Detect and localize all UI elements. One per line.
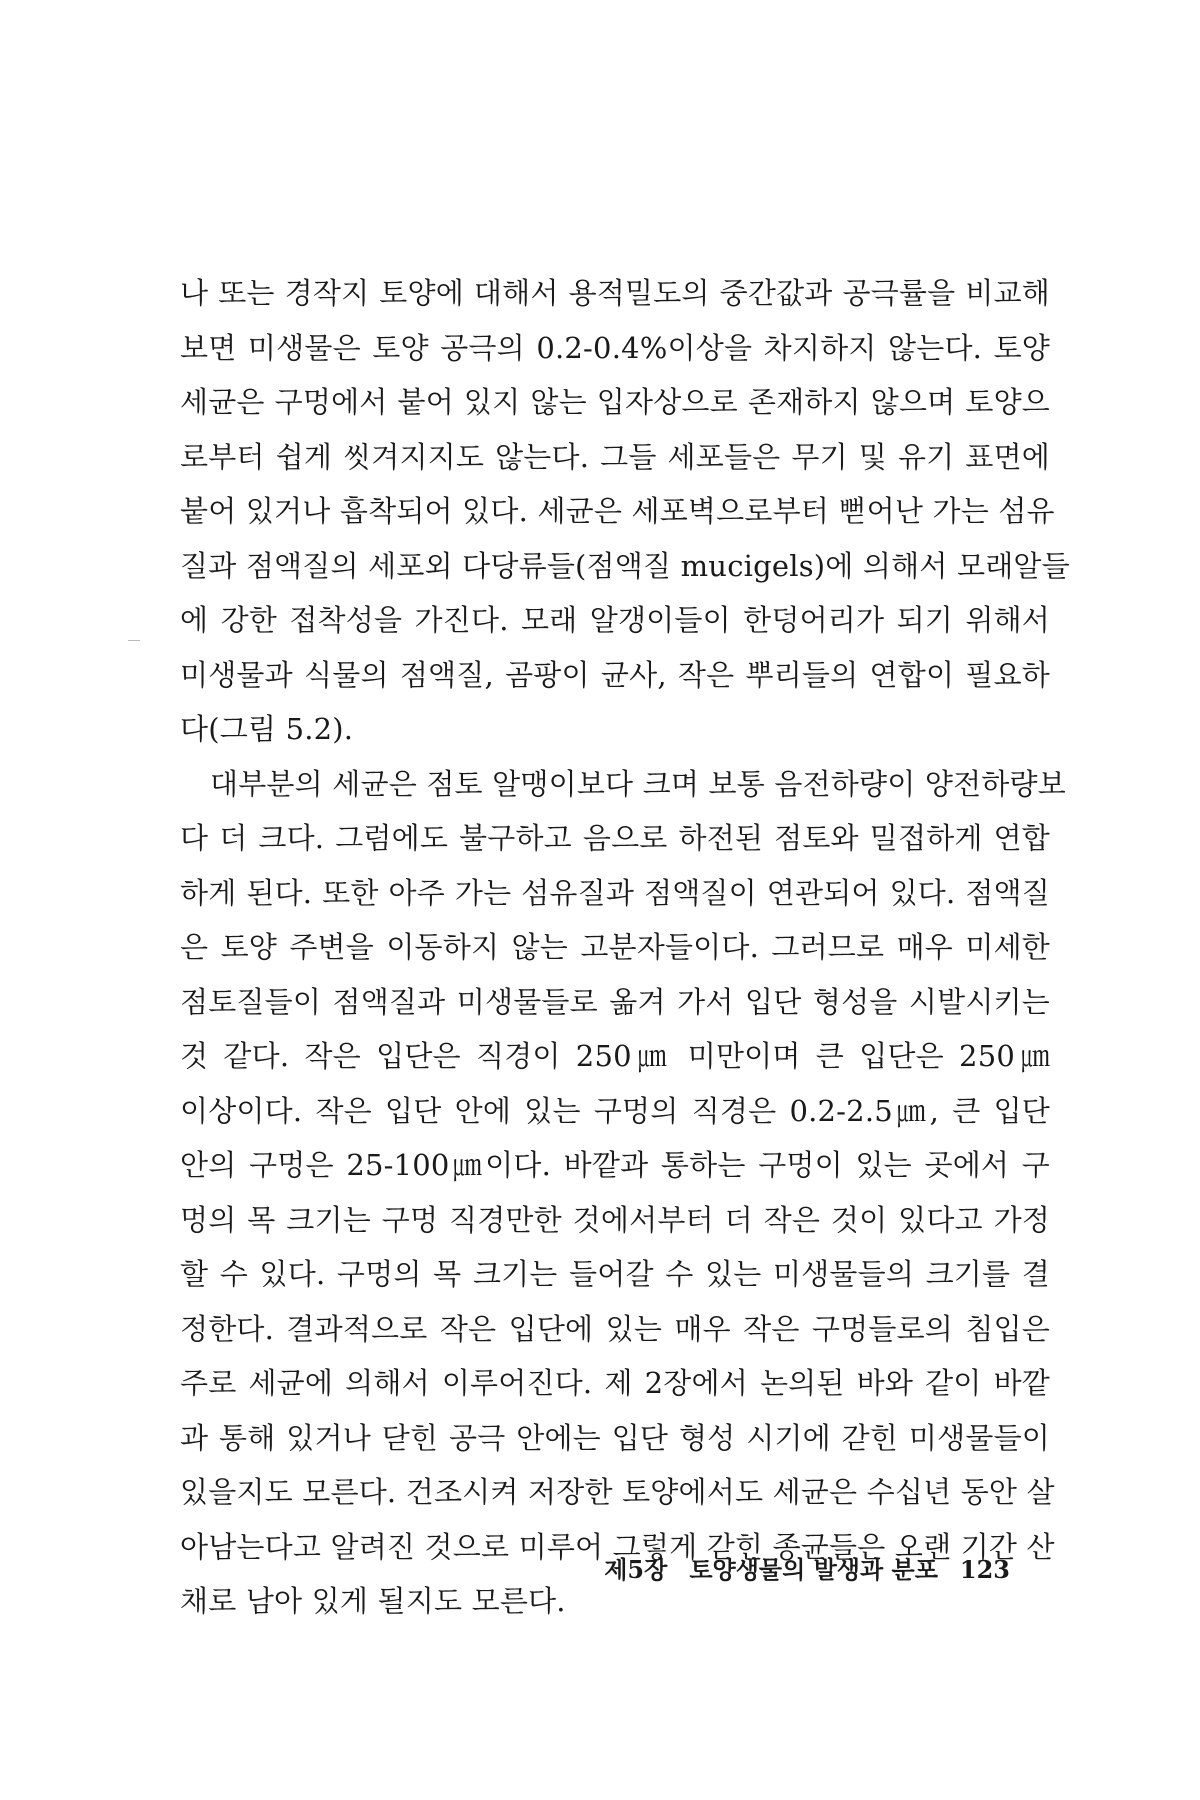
paragraph-1 [180,266,1070,757]
text-line: 멍의 목 크기는 구멍 직경만한 것에서부터 더 작은 것이 있다고 가정 [180,1202,1050,1237]
text-line: 붙어 있거나 흡착되어 있다. 세균은 세포벽으로부터 뻗어난 가는 섬유 [180,494,1055,528]
text-line: 것 같다. 작은 입단은 직경이 250㎛ 미만이며 큰 입단은 250㎛ [180,1039,1050,1073]
text-line: 주로 세균에 의해서 이루어진다. 제 2장에서 논의된 바와 같이 바깥 [180,1366,1050,1400]
text-line: 있을지도 모른다. 건조시켜 저장한 토양에서도 세균은 수십년 동안 살 [180,1475,1055,1509]
page-number: 123 [959,1555,1010,1584]
text-line: 세균은 구멍에서 붙어 있지 않는 입자상으로 존재하지 않으며 토양으 [180,385,1050,419]
text-line: 다(그림 5.2). [180,712,354,746]
chapter-title: 토양생물의 발생과 분포 [689,1555,938,1584]
text-line: 은 토양 주변을 이동하지 않는 고분자들이다. 그러므로 매우 미세한 [180,930,1050,964]
text-line: 안의 구멍은 25-100㎛이다. 바깥과 통하는 구멍이 있는 곳에서 구 [180,1148,1050,1182]
text-line: 할 수 있다. 구멍의 목 크기는 들어갈 수 있는 미생물들의 크기를 결 [180,1257,1050,1291]
text-line: 하게 된다. 또한 아주 가는 섬유질과 점액질이 연관되어 있다. 점액질 [180,875,1050,910]
text-line: 점토질들이 점액질과 미생물들로 옮겨 가서 입단 형성을 시발시키는 [180,984,1050,1019]
running-footer [604,1550,1010,1585]
text-line: 아남는다고 알려진 것으로 미루어 그렇게 갇힌 종균들은 오랜 기간 산 [180,1529,1055,1564]
chapter-label: 제5장 [604,1555,668,1584]
text-line: 다 더 크다. 그럼에도 불구하고 음으로 하전된 점토와 밀접하게 연합 [180,821,1050,855]
text-line: 대부분의 세균은 점토 알맹이보다 크며 보통 음전하량이 양전하량보 [210,766,1066,801]
text-line: 미생물과 식물의 점액질, 곰팡이 균사, 작은 뿌리들의 연합이 필요하 [180,657,1050,692]
text-line: 질과 점액질의 세포외 다당류들(점액질 mucigels)에 의해서 모래알들 [180,548,1070,583]
text-line: 채로 남아 있게 될지도 모른다. [180,1584,566,1618]
body-text [180,266,1070,1629]
paragraph-2 [180,757,1066,1629]
text-line: 나 또는 경작지 토양에 대해서 용적밀도의 중간값과 공극률을 비교해 [180,276,1050,310]
margin-mark [128,640,140,641]
text-line: 보면 미생물은 토양 공극의 0.2-0.4%이상을 차지하지 않는다. 토양 [180,330,1050,365]
text-line: 정한다. 결과적으로 작은 입단에 있는 매우 작은 구멍들로의 침입은 [180,1311,1050,1346]
text-line: 과 통해 있거나 닫힌 공극 안에는 입단 형성 시기에 갇힌 미생물들이 [180,1420,1050,1455]
text-line: 에 강한 접착성을 가진다. 모래 알갱이들이 한덩어리가 되기 위해서 [180,603,1050,637]
text-line: 이상이다. 작은 입단 안에 있는 구멍의 직경은 0.2-2.5㎛, 큰 입단 [180,1093,1050,1128]
text-line: 로부터 쉽게 씻겨지지도 않는다. 그들 세포들은 무기 및 유기 표면에 [180,439,1050,474]
